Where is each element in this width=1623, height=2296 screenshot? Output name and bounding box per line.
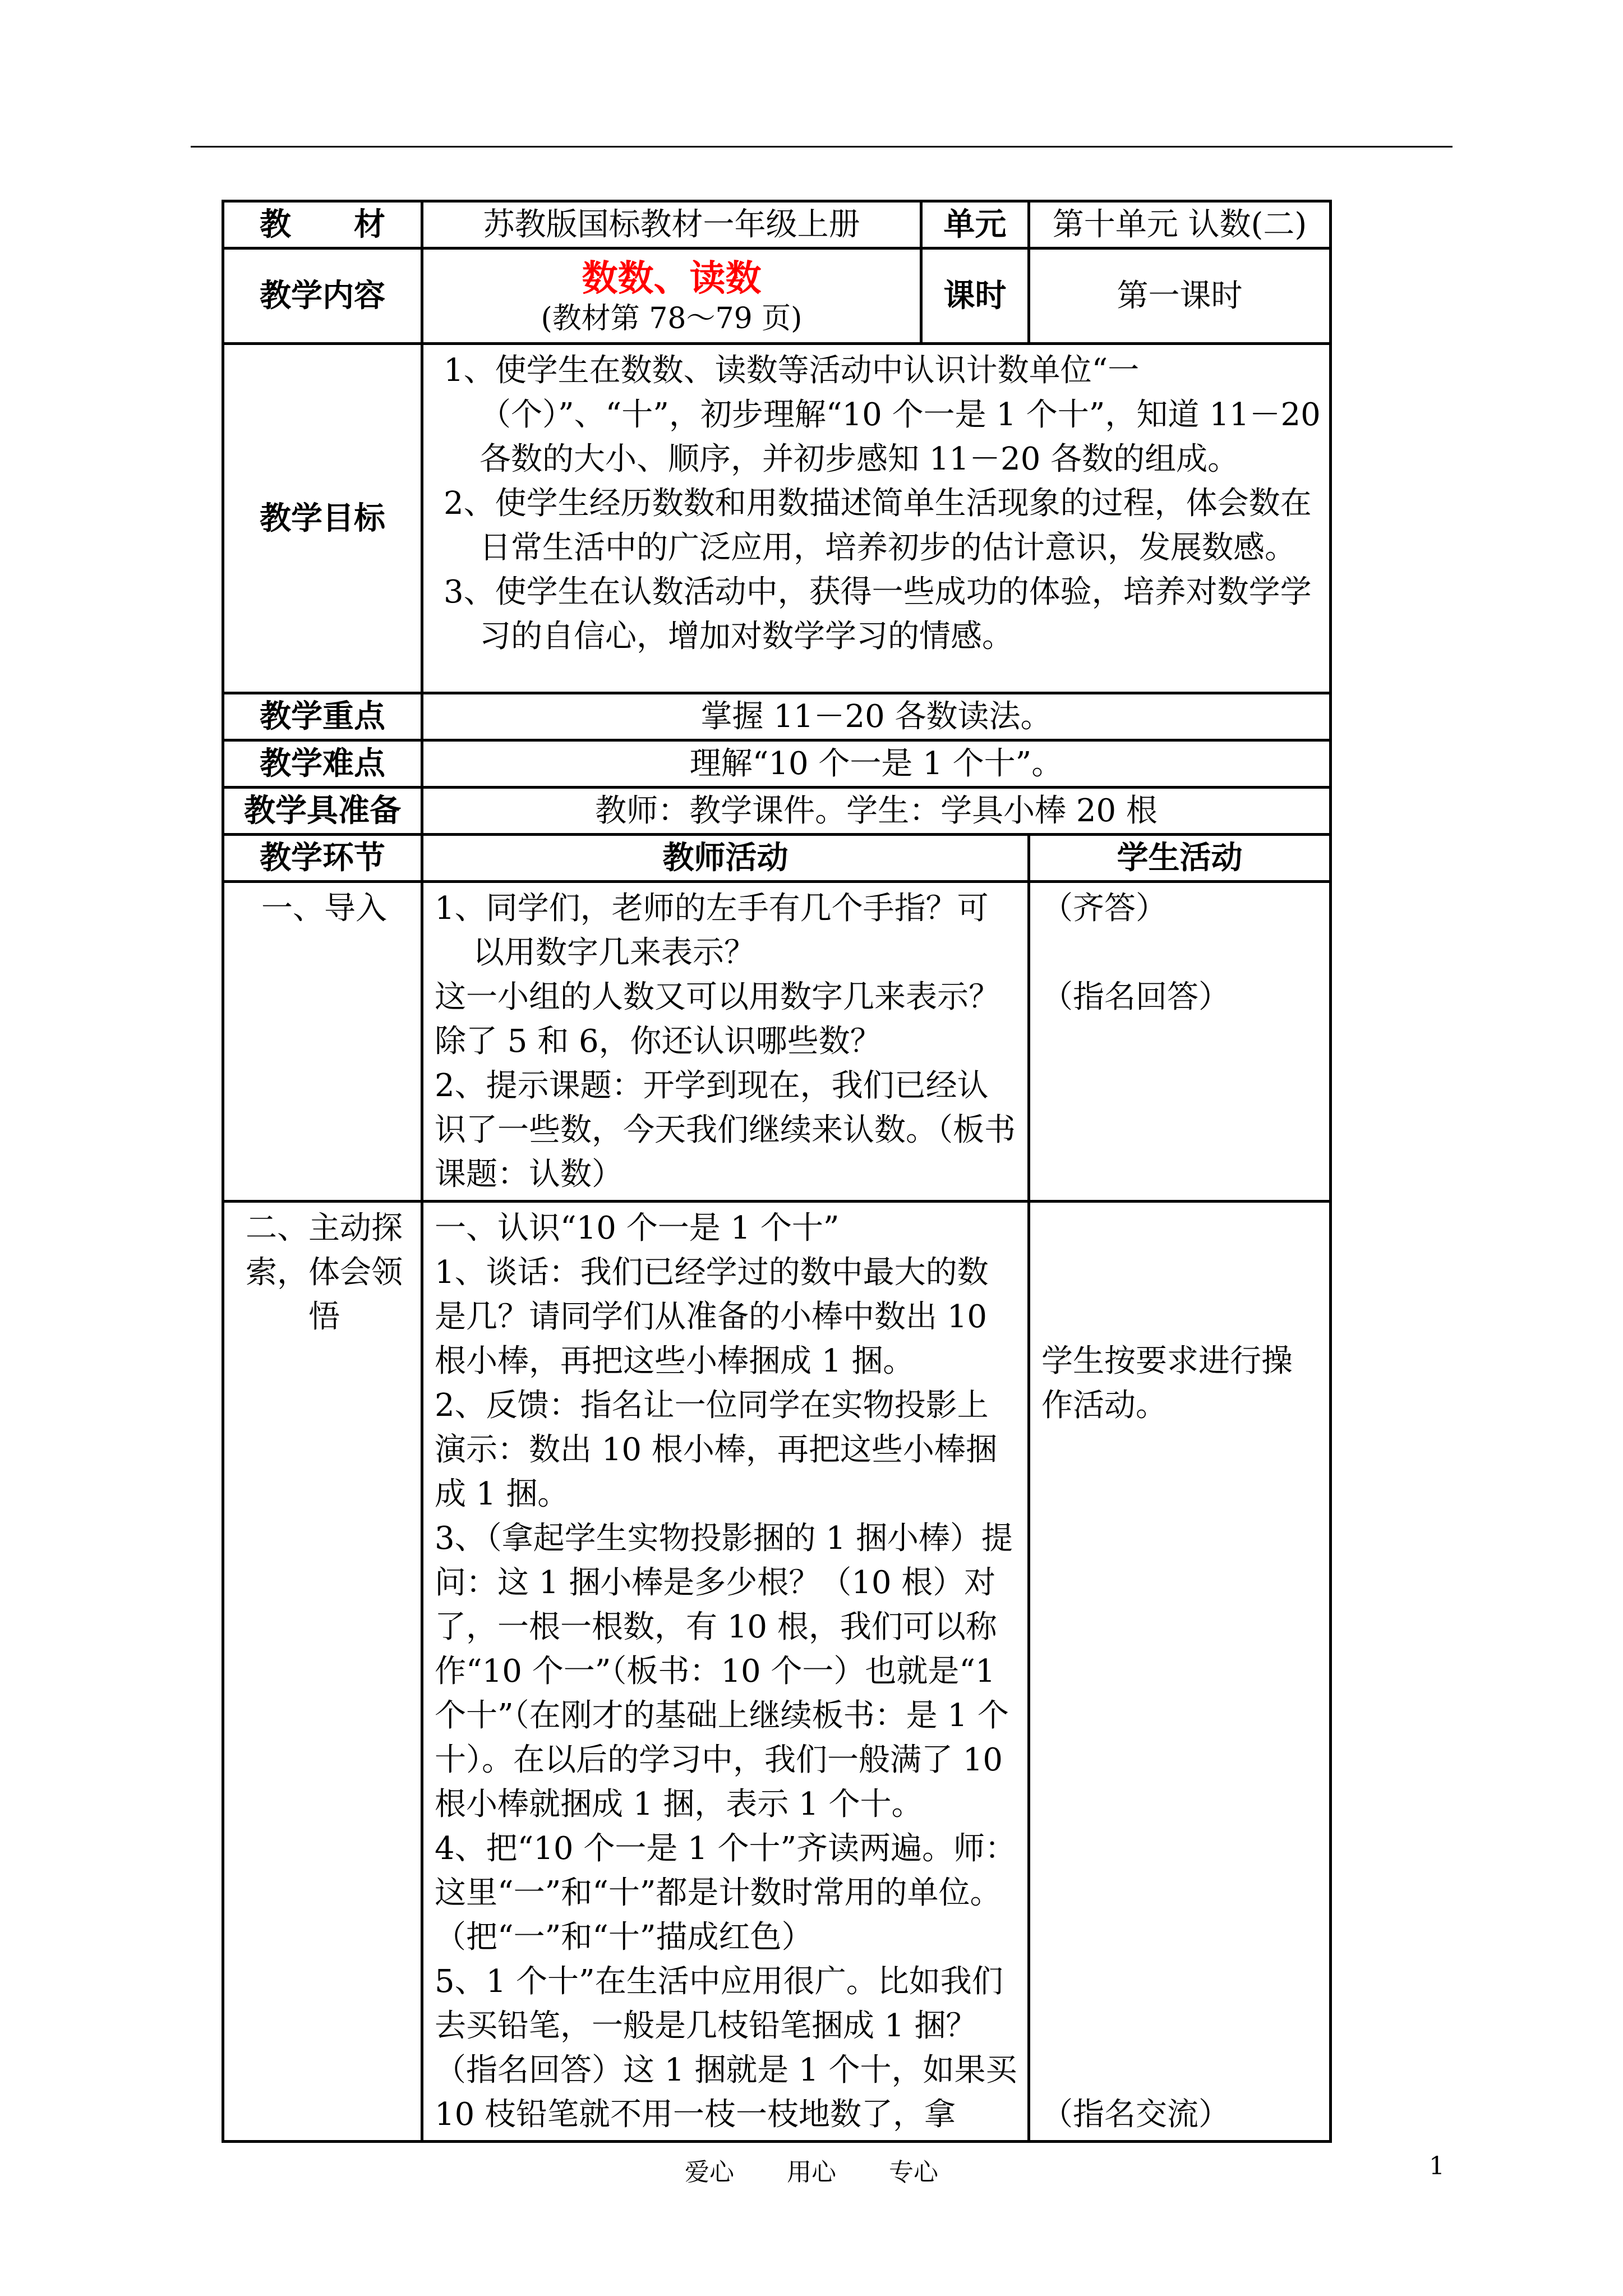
col-stage-header: 教学环节 [223, 835, 422, 882]
objectives-label: 教学目标 [223, 344, 422, 693]
stage2-teacher-line: 1、谈话：我们已经学过的数中最大的数是几？请同学们从准备的小棒中数出 10 根小棒，再把这些小棒捆成 1 捆。 [435, 1254, 989, 1379]
row-objectives [223, 344, 1331, 693]
lesson-plan-table [222, 200, 1332, 2143]
unit-value: 第十单元 认数(二) [1029, 201, 1331, 249]
period-label: 课时 [921, 249, 1029, 344]
difficulty-label: 教学难点 [223, 740, 422, 788]
page-footer [0, 2152, 1623, 2188]
objectives-cell [422, 344, 1331, 693]
row-stage2 [223, 1202, 1331, 2142]
unit-label: 单元 [921, 201, 1029, 249]
stage2-name: 二、主动探索，体会领悟 [223, 1202, 422, 2142]
objective-item: 1、使学生在数数、读数等活动中认识计数单位“一（个）”、“十”，初步理解“10 个一是 1 个十”，知道 11－20 各数的大小、顺序，并初步感知 11－20 各数的组成。 [444, 352, 1321, 477]
content-cell [422, 249, 921, 344]
stage2-student [1029, 1202, 1331, 2142]
stage2-student-line: （指名交流） [1041, 2096, 1230, 2133]
stage1-teacher-line: 这一小组的人数又可以用数字几来表示？除了 5 和 6，你还认识哪些数？ [435, 979, 1000, 1060]
stage1-teacher-line: 1、同学们，老师的左手有几个手指？可以用数字几来表示？ [435, 890, 989, 971]
stage1-teacher-line: 2、提示课题：开学到现在，我们已经认识了一些数，今天我们继续来认数。（板书课题：认数） [435, 1068, 1016, 1193]
materials-label: 教学具准备 [223, 788, 422, 835]
lesson-title: 数数、读数 [582, 257, 762, 300]
stage1-student [1029, 882, 1331, 1202]
objective-item: 3、使学生在认数活动中，获得一些成功的体验，培养对数学学习的自信心，增加对数学学习的情感。 [444, 574, 1312, 655]
stage1-student-line: （齐答） [1041, 890, 1167, 927]
stage2-teacher-line: 2、反馈：指名让一位同学在实物投影上演示：数出 10 根小棒，再把这些小棒捆成 1 捆。 [435, 1387, 997, 1512]
col-teacher-header: 教师活动 [422, 835, 1029, 882]
lesson-pages: (教材第 78～79 页) [541, 301, 803, 335]
footer-item: 用心 [787, 2158, 836, 2187]
row-key-point [223, 693, 1331, 740]
stage2-teacher-line: 4、把“10 个一是 1 个十”齐读两遍。师：这里“一”和“十”都是计数时常用的单位。（把“一”和“十”描成红色） [435, 1830, 1017, 1955]
period-value: 第一课时 [1029, 249, 1331, 344]
row-stage1 [223, 882, 1331, 1202]
row-column-headers [223, 835, 1331, 882]
stage2-teacher-line: 一、认识“10 个一是 1 个十” [435, 1210, 840, 1246]
row-materials [223, 788, 1331, 835]
row-difficulty [223, 740, 1331, 788]
stage2-teacher [422, 1202, 1029, 2142]
textbook-label: 教 材 [223, 201, 422, 249]
stage2-student-line: 学生按要求进行操作活动。 [1041, 1343, 1293, 1424]
stage1-name: 一、导入 [223, 882, 422, 1202]
footer-item: 爱心 [685, 2158, 734, 2187]
page-number: 1 [1429, 2152, 1445, 2180]
difficulty-value: 理解“10 个一是 1 个十”。 [422, 740, 1331, 788]
footer-item: 专心 [889, 2158, 938, 2187]
key-value: 掌握 11－20 各数读法。 [422, 693, 1331, 740]
materials-value: 教师：教学课件。学生：学具小棒 20 根 [422, 788, 1331, 835]
objective-item: 2、使学生经历数数和用数描述简单生活现象的过程，体会数在日常生活中的广泛应用，培养初步的估计意识，发展数感。 [444, 485, 1312, 566]
stage2-teacher-line: 5、1 个十”在生活中应用很广。比如我们去买铅笔，一般是几枝铅笔捆成 1 捆？（指名回答）这 1 捆就是 1 个十，如果买 10 枝铅笔就不用一枝一枝地数了，拿 [435, 1963, 1017, 2133]
stage1-teacher [422, 882, 1029, 1202]
col-student-header: 学生活动 [1029, 835, 1331, 882]
key-label: 教学重点 [223, 693, 422, 740]
row-textbook [223, 201, 1331, 249]
row-content [223, 249, 1331, 344]
textbook-value: 苏教版国标教材一年级上册 [422, 201, 921, 249]
stage2-teacher-line: 3、（拿起学生实物投影捆的 1 捆小棒）提问：这 1 捆小棒是多少根？（10 根）对了，一根一根数，有 10 根，我们可以称作“10 个一”（板书：10 个一）也就是“1 个十”（在刚才的基础上继续板书：是 1 个十）。在以后的学习中，我们一般满了 10 根小棒就捆成 1 捆，表示 1 个十。 [435, 1520, 1013, 1823]
content-label: 教学内容 [223, 249, 422, 344]
header-rule [191, 146, 1453, 148]
stage1-student-line: （指名回答） [1041, 979, 1230, 1015]
